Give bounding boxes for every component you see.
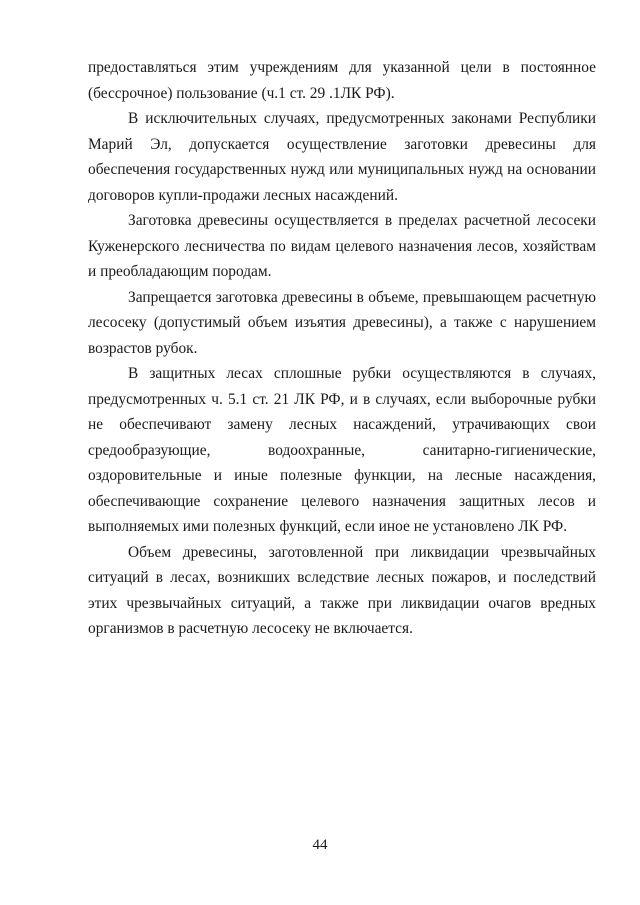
paragraph-continuation: предоставляться этим учреждениям для указанной цели в постоянное (бессрочное) пользование (ч.1 ст. 29 .1ЛК РФ). [88, 59, 596, 102]
paragraph-prohibition: Запрещается заготовка древесины в объеме, превышающем расчетную лесосеку (допустимый объем изъятия древесины), а также с нарушением возрастов рубок. [88, 288, 596, 357]
paragraph-emergency-volume: Объем древесины, заготовленной при ликвидации чрезвычайных ситуаций в лесах, возникших вследствие лесных пожаров, и последствий этих чрезвычайных ситуаций, а также при ликвидации очагов вредных организмов в расчетную лесосеку не включается. [88, 543, 596, 637]
page-number: 44 [312, 837, 328, 853]
paragraph-protective-forests: В защитных лесах сплошные рубки осуществляются в случаях, предусмотренных ч. 5.1 ст. 21 ЛК РФ, и в случаях, если выборочные рубки не обеспечивают замену лесных насаждений, утрачивающих свои средообразующие, водоохранные, санитарно-гигиенические, оздоровительные и иные полезные функции, на лесные насаждения, обеспечивающие сохранение целевого назначения защитных лесов и выполняемых ими полезных функций, если иное не установлено ЛК РФ. [88, 365, 596, 535]
paragraph-harvest-limits: Заготовка древесины осуществляется в пределах расчетной лесосеки Куженерского лесничества по видам целевого назначения лесов, хозяйствам и преобладающим породам. [88, 212, 596, 280]
paragraph-exceptional-cases: В исключительных случаях, предусмотренных законами Республики Марий Эл, допускается осуществление заготовки древесины для обеспечения государственных нужд или муниципальных нужд на основании договоров купли-продажи лесных насаждений. [88, 110, 596, 204]
document-body [88, 55, 596, 642]
